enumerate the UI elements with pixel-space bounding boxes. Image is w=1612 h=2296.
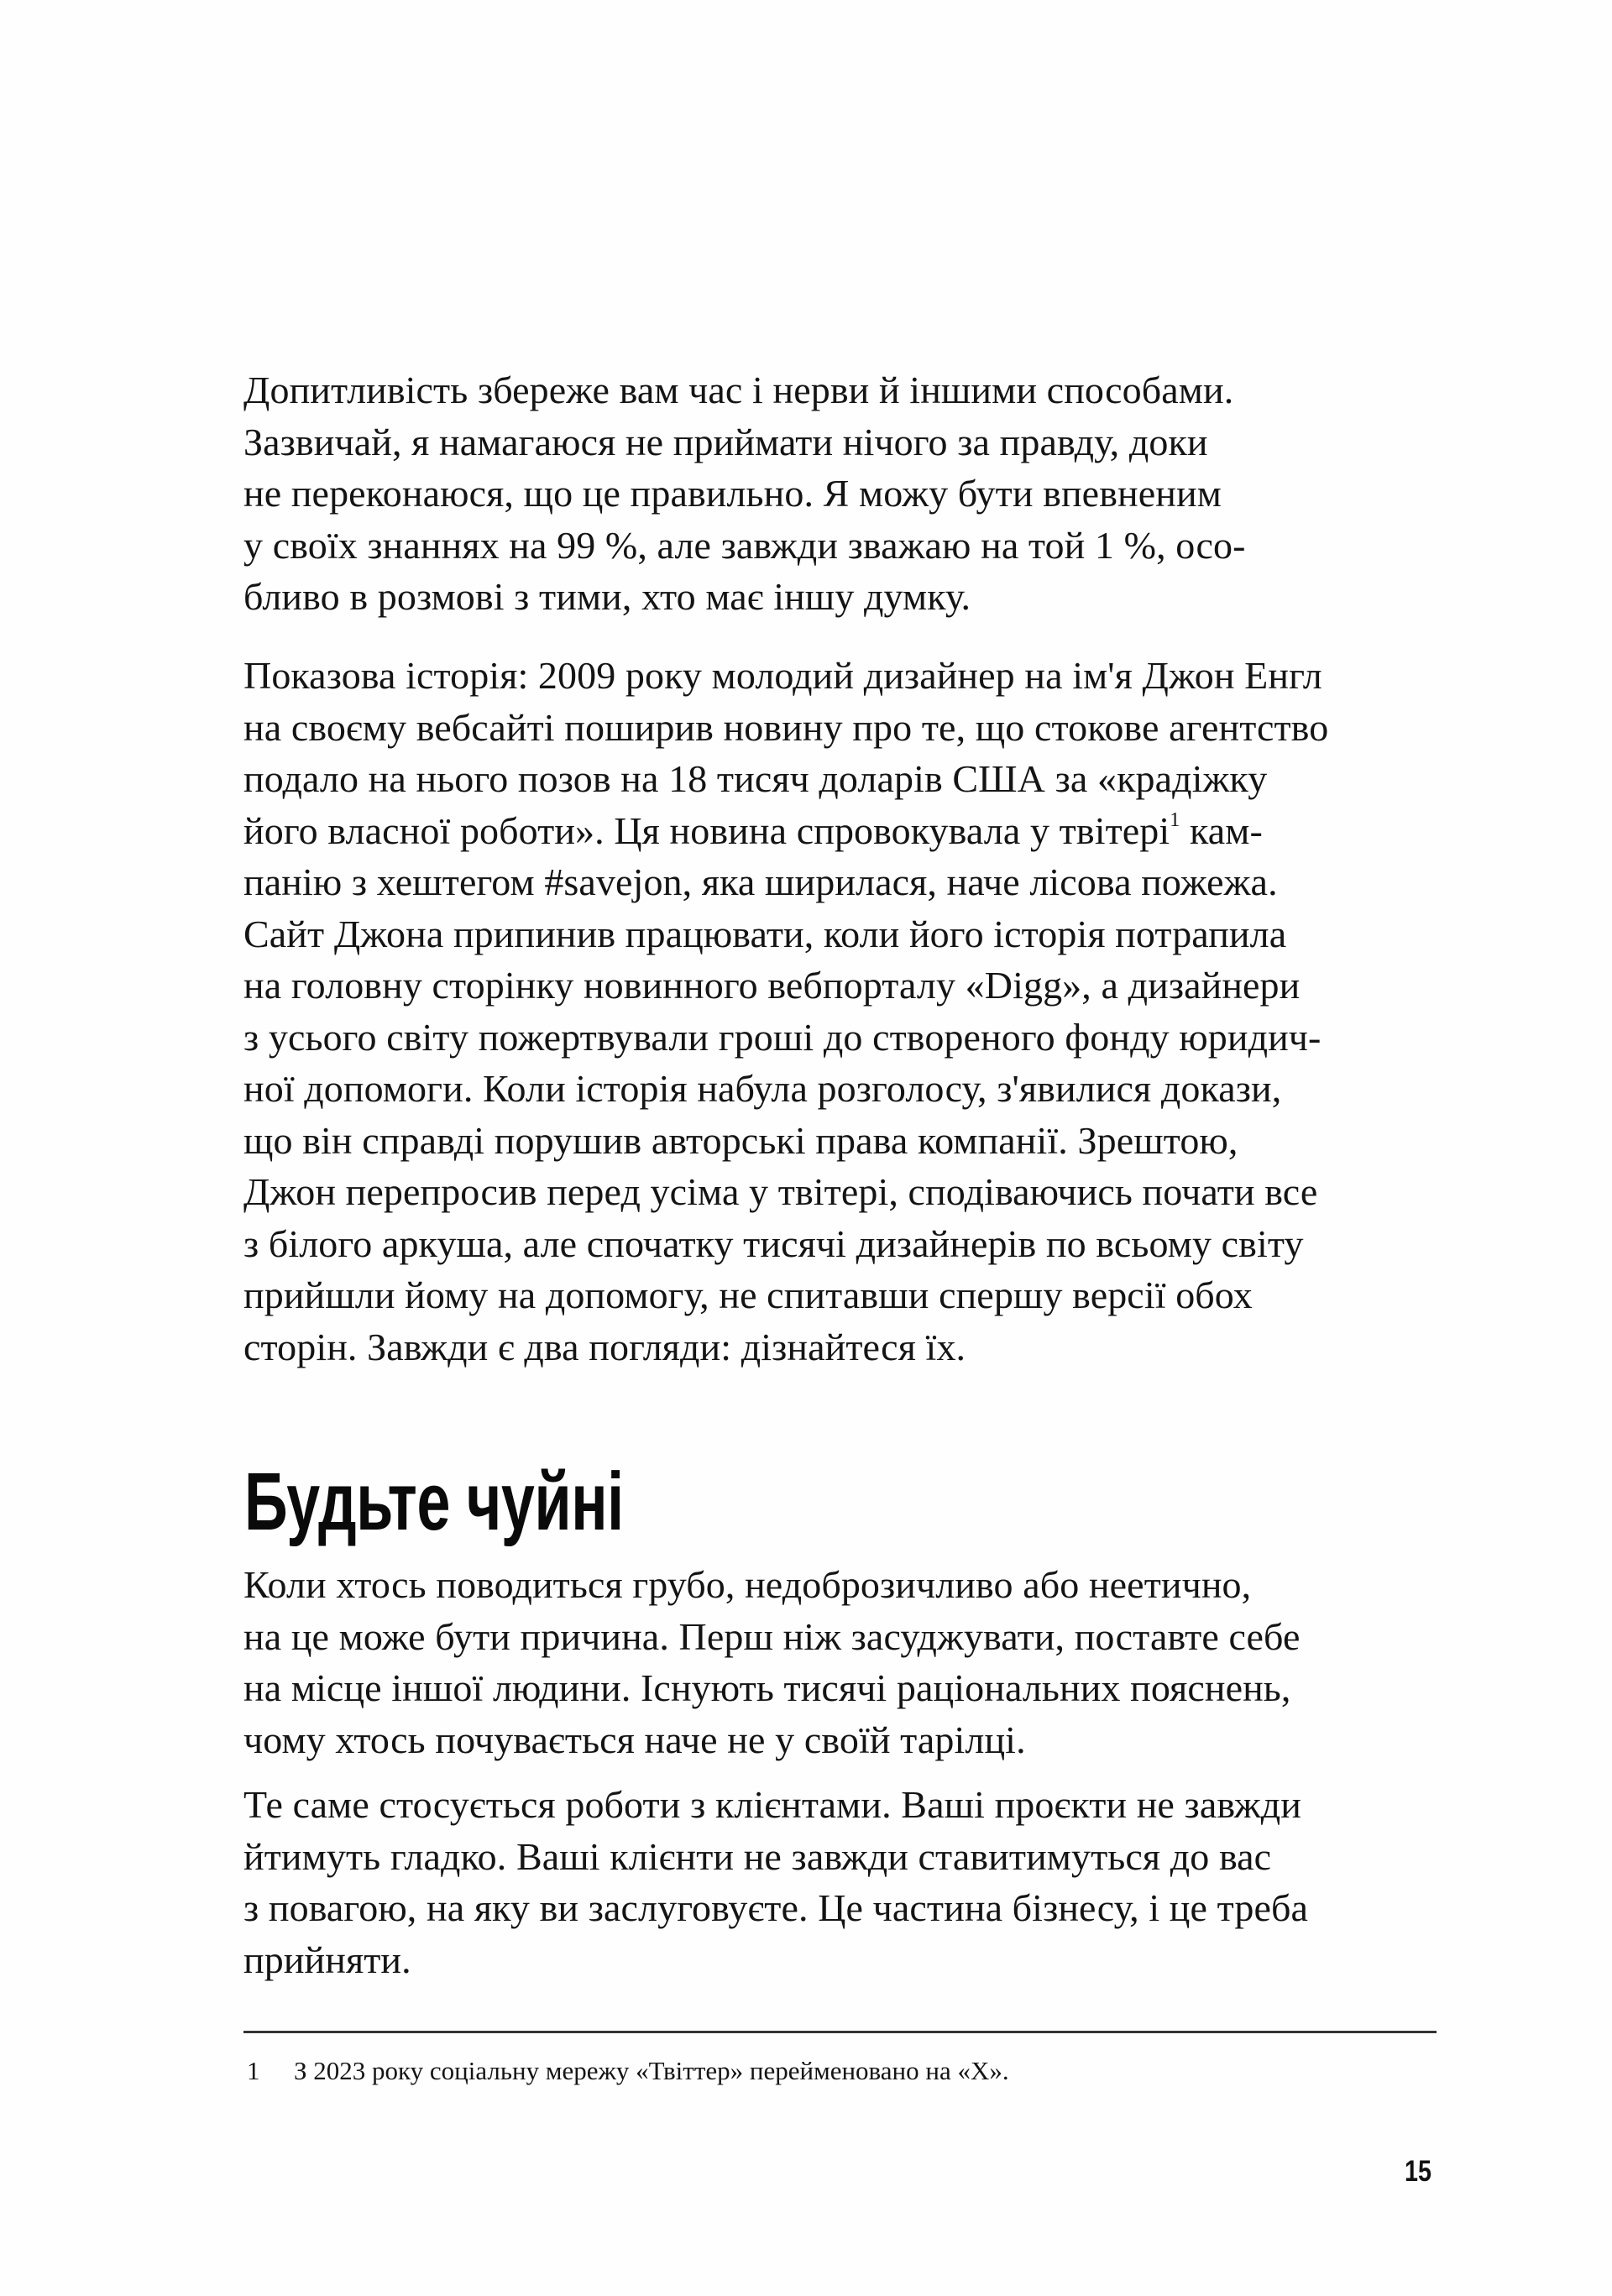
footnote-number: 1 [247,2056,260,2085]
text-line: Джон перепросив перед усіма у твітері, сподіваючись почати все [243,1170,1318,1213]
text-line: з повагою, на яку ви заслуговуєте. Це частина бізнесу, і це треба [243,1886,1309,1929]
text-line-segment: його власної роботи». Ця новина спровокувала у твітері [243,808,1170,852]
text-line: подало на нього позов на 18 тисяч доларів США за «крадіжку [243,757,1268,800]
text-line: не переконаюся, що це правильно. Я можу бути впевненим [243,472,1222,515]
paragraph-john-engle-story [243,650,1452,1373]
text-line: на місце іншої людини. Існують тисячі раціональних пояснень, [243,1666,1291,1709]
paragraph-clients [243,1779,1452,1985]
text-line: бливо в розмові з тими, хто має іншу думку. [243,575,971,618]
text-line-segment: кам- [1180,808,1263,852]
text-line: чому хтось почувається наче не у своїй тарілці. [243,1718,1026,1761]
text-line: на своєму вебсайті поширив новину про те, що стокове агентство [243,705,1329,749]
text-line: у своїх знаннях на 99 %, але завжди зважаю на той 1 %, осо- [243,523,1246,567]
text-line: прийшли йому на допомогу, не спитавши спершу версії обох [243,1274,1253,1316]
text-line: панію з хештегом #savejon, яка ширилася, наче лісова пожежа. [243,860,1278,903]
text-line: Те саме стосується роботи з клієнтами. Ваші проєкти не завжди [243,1783,1301,1826]
paragraph-empathy [243,1559,1452,1765]
text-line: Сайт Джона припинив працювати, коли його історія потрапила [243,912,1287,955]
text-line: йтимуть гладко. Ваші клієнти не завжди ставитимуться до вас [243,1834,1272,1878]
text-line: ної допомоги. Коли історія набула розголосу, з'явилися докази, [243,1067,1282,1110]
text-line: прийняти. [243,1938,411,1981]
text-line: Зазвичай, я намагаюся не приймати нічого за правду, доки [243,420,1208,463]
text-line: з білого аркуша, але спочатку тисячі дизайнерів по всьому світу [243,1221,1304,1265]
footnote-divider [243,2031,1437,2033]
text-line: Допитливість збереже вам час і нерви й іншими способами. [243,369,1234,411]
text-line-with-footnote [243,805,1452,857]
footnote [247,2058,1009,2084]
text-line: сторін. Завжди є два погляди: дізнайтеся їх. [243,1325,966,1368]
text-line: на головну сторінку новинного вебпорталу «Digg», а дизайнери [243,964,1301,1007]
footnote-text: З 2023 року соціальну мережу «Твіттер» перейменовано на «Х». [294,2056,1009,2085]
section-heading: Будьте чуйні [244,1456,624,1547]
text-line: Коли хтось поводиться грубо, недоброзичливо або неетично, [243,1563,1252,1606]
text-line: що він справді порушив авторські права компанії. Зрештою, [243,1118,1238,1162]
page-number: 15 [1405,2155,1431,2188]
footnote-reference[interactable]: 1 [1170,809,1180,832]
paragraph-curiosity [243,364,1452,623]
text-line: Показова історія: 2009 року молодий дизайнер на ім'я Джон Енгл [243,654,1322,697]
text-line: з усього світу пожертвували гроші до створеного фонду юридич- [243,1015,1322,1059]
text-line: на це може бути причина. Перш ніж засуджувати, поставте себе [243,1614,1301,1658]
